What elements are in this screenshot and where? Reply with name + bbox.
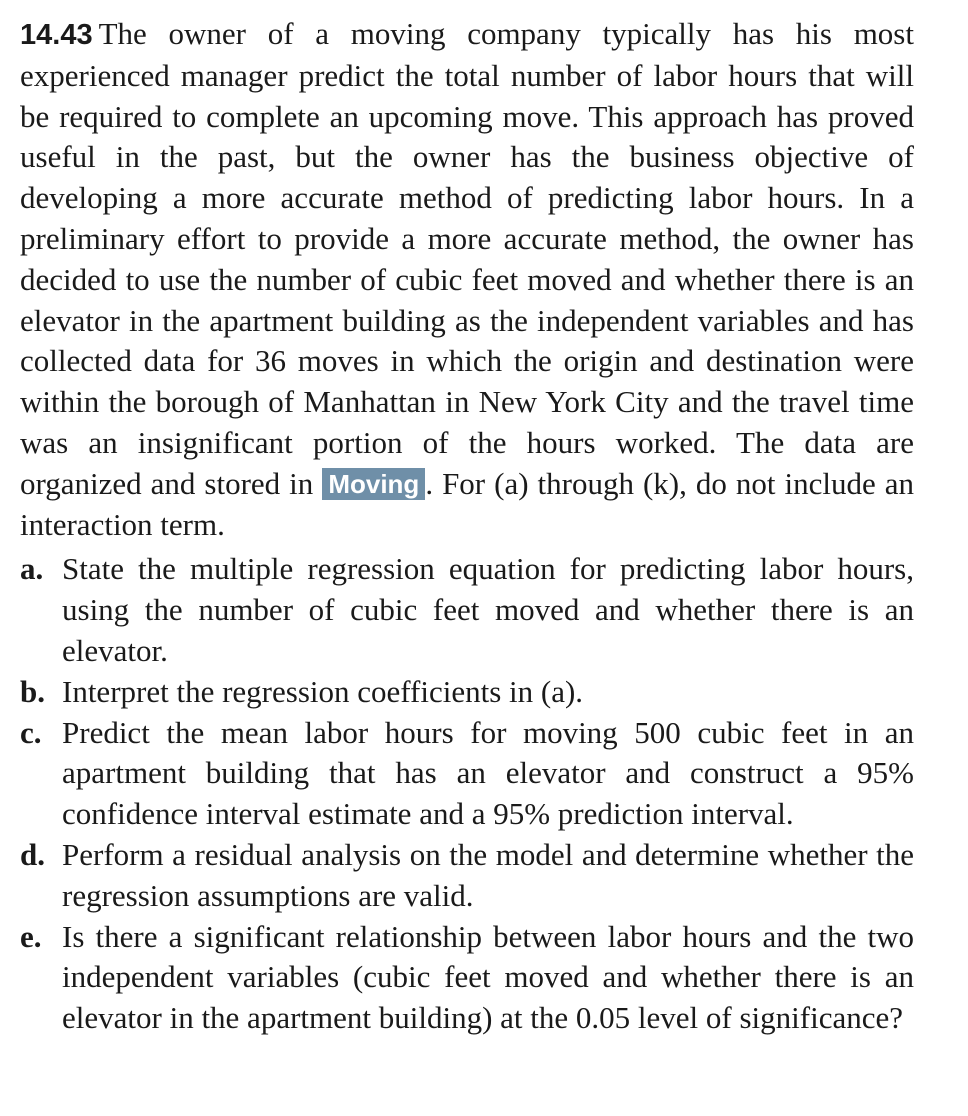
part-letter: c. xyxy=(20,714,42,750)
problem-text-end: . For (a) through (k), do not include an interaction term. xyxy=(20,465,915,542)
part-text: State the multiple regression equation for predicting labor hours, using the number of cubic feet moved and whether there is an elevator. xyxy=(62,551,914,668)
part-text: Is there a significant relationship between labor hours and the two independent variables (cubic feet moved and whether there is an elevator in the apartment building) at the 0.05 level of significance? xyxy=(62,918,914,1036)
question-part-a xyxy=(20,549,914,671)
part-letter: d. xyxy=(20,836,45,872)
question-part-c xyxy=(20,713,914,835)
part-text: Predict the mean labor hours for moving 500 cubic feet in an apartment building that has an elevator and construct a 95% confidence interval estimate and a 95% prediction interval. xyxy=(62,714,914,832)
dataset-tag-moving: Moving xyxy=(322,468,425,500)
problem-statement xyxy=(20,14,914,545)
question-part-d xyxy=(20,835,914,917)
part-letter: a. xyxy=(20,551,44,587)
question-part-e xyxy=(20,917,914,1039)
part-letter: b. xyxy=(20,673,45,709)
part-text: Perform a residual analysis on the model and determine whether the regression assumptions are valid. xyxy=(62,836,914,913)
part-text: Interpret the regression coefficients in (a). xyxy=(62,673,584,709)
question-parts-list xyxy=(20,549,914,1039)
part-letter: e. xyxy=(20,918,42,954)
problem-number: 14.43 xyxy=(20,19,93,51)
problem-text: The owner of a moving company typically has his most experienced manager predict the total number of labor hours that will be required to complete an upcoming move. This approach has proved useful in the past, but the owner has the business objective of developing a more accurate method of predicting labor hours. In a preliminary effort to provide a more accurate method, the owner has decided to use the number of cubic feet moved and whether there is an elevator in the apartment building as the independent variables and has collected data for 36 moves in which the origin and destination were within the borough of Manhattan in New York City and the travel time was an insignificant portion of the hours worked. The data are organized and stored in xyxy=(20,16,914,501)
question-part-b xyxy=(20,672,914,713)
